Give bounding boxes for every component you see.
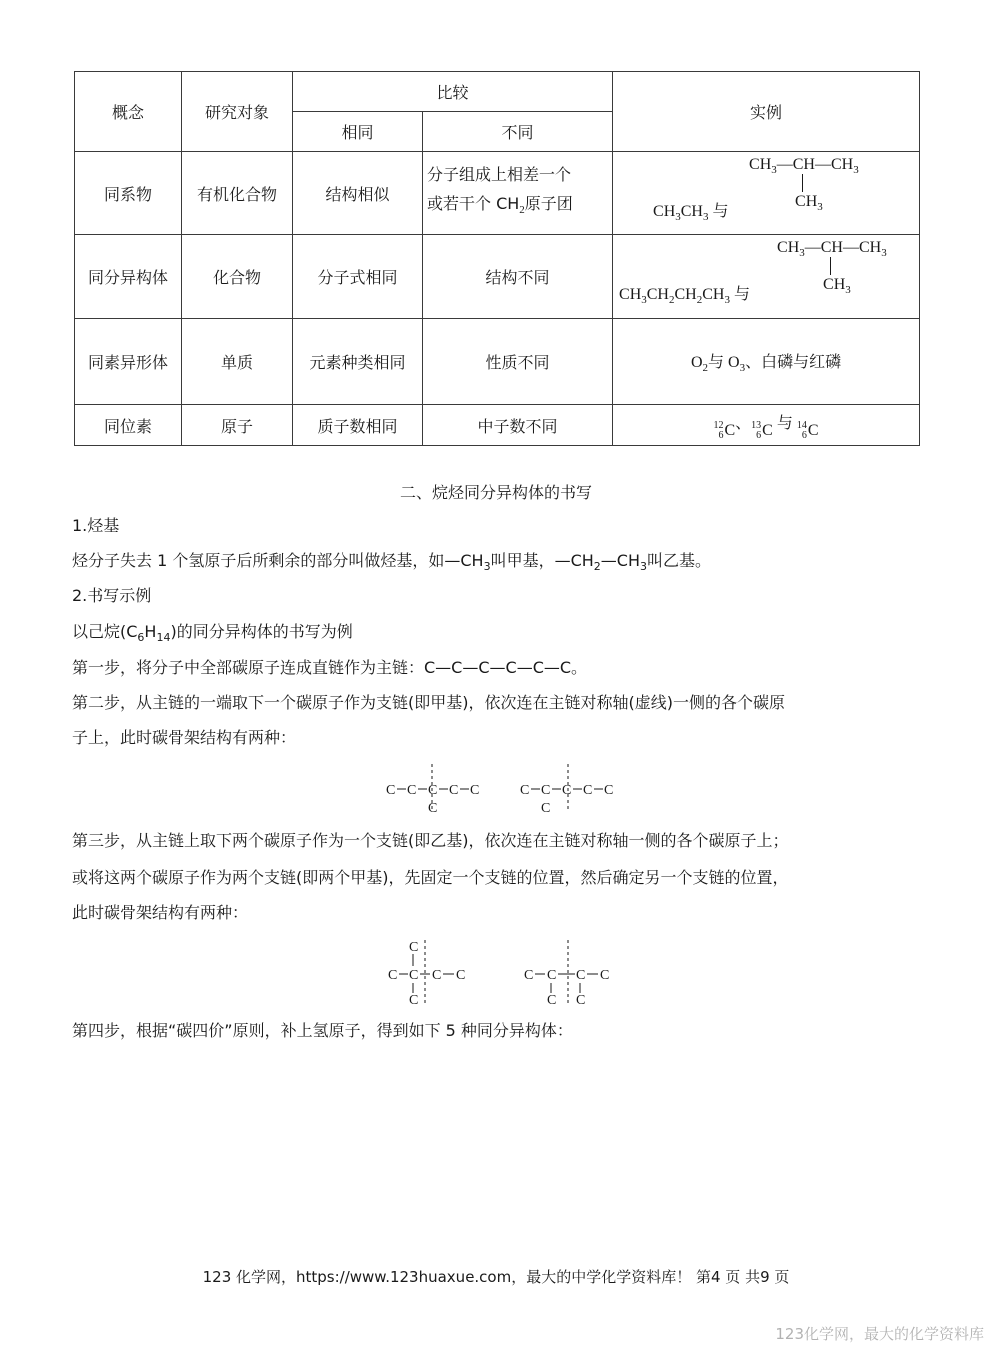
row-example: $O_2$与 $O_3$、白磷与红磷 [613, 319, 920, 405]
row-object: 单质 [182, 319, 293, 405]
watermark: 123化学网，最大的化学资料库 [775, 1325, 984, 1343]
comparison-table [74, 71, 920, 446]
atom: C [547, 968, 557, 983]
row-object: 有机化合物 [182, 152, 293, 235]
atom: C [604, 783, 614, 798]
row-concept: 同位素 [75, 405, 182, 446]
atom: C [541, 801, 551, 816]
atom: C [449, 783, 459, 798]
heading-example: 2.书写示例 [72, 586, 152, 605]
row-same: 质子数相同 [293, 405, 423, 446]
atom: C [409, 968, 419, 983]
step-2-line1: 第二步，从主链的一端取下一个碳原子作为支链(即甲基)，依次连在主链对称轴(虚线)一侧的各个碳原 [72, 693, 785, 712]
row-concept: 同系物 [75, 152, 182, 235]
header-object: 研究对象 [182, 72, 293, 152]
table-row [75, 235, 920, 319]
branch-bond [802, 174, 803, 192]
atom: C [520, 783, 530, 798]
row-object: 原子 [182, 405, 293, 446]
isotope-symbol: 12 6 C [713, 419, 736, 441]
atom: C [388, 968, 398, 983]
paragraph-hydrocarbyl: 烃分子失去 1 个氢原子后所剩余的部分叫做烃基，如$—CH_3$叫甲基，$—CH_2—CH_3$叫乙基。 [72, 551, 711, 574]
atom: C [428, 801, 438, 816]
header-same: 相同 [293, 112, 423, 152]
step-3-line2: 或将这两个碳原子作为两个支链(即两个甲基)，先固定一个支链的位置，然后确定另一个支链的位置， [72, 868, 789, 887]
isotope-symbol: 13 6 C [751, 419, 773, 441]
header-compare: 比较 [293, 72, 613, 112]
isotope-symbol: 14 6 C [796, 419, 819, 441]
example-isobutane-main: $CH_3—CH—CH_3$ [749, 156, 859, 177]
row-concept: 同素异形体 [75, 319, 182, 405]
atom: C [583, 783, 593, 798]
step-4: 第四步，根据“碳四价”原则，补上氢原子，得到如下 5 种同分异构体： [72, 1021, 573, 1040]
diff-line1: 分子组成上相差一个 [427, 165, 572, 185]
page-footer: 123 化学网，https://www.123huaxue.com，最大的中学化学资料库！ 第4 页 共9 页 [202, 1268, 790, 1286]
example-isobutane-branch: $CH_3$ [823, 276, 851, 297]
skeleton-2,3-dimethylbutane [518, 936, 638, 1008]
step-2-line2: 子上，此时碳骨架结构有两种： [72, 728, 297, 747]
branch-bond [830, 257, 831, 275]
table-row [75, 152, 920, 235]
table-row [75, 405, 920, 446]
atom: C [386, 783, 396, 798]
diff-line2: 或若干个 $CH_2$原子团 [427, 194, 573, 217]
example-ethane: $CH_3CH_3$ 与 [653, 203, 729, 224]
row-same: 分子式相同 [293, 235, 423, 319]
row-same: 元素种类相同 [293, 319, 423, 405]
atom: C [470, 783, 480, 798]
atom: C [428, 783, 438, 798]
header-different: 不同 [423, 112, 613, 152]
atom: C [576, 993, 586, 1008]
row-example [613, 152, 920, 235]
row-diff: 性质不同 [423, 319, 613, 405]
row-diff: 结构不同 [423, 235, 613, 319]
atom: C [600, 968, 610, 983]
step-3-line3: 此时碳骨架结构有两种： [72, 903, 249, 922]
step-1: 第一步，将分子中全部碳原子连成直链作为主链：C—C—C—C—C—C。 [72, 658, 588, 677]
table-row [75, 319, 920, 405]
skeleton-2-methylpentane [380, 764, 500, 816]
header-concept: 概念 [75, 72, 182, 152]
row-example [613, 235, 920, 319]
row-diff [423, 152, 613, 235]
row-same: 结构相似 [293, 152, 423, 235]
atom: C [576, 968, 586, 983]
header-example: 实例 [613, 72, 920, 152]
atom: C [524, 968, 534, 983]
example-isobutane-branch: $CH_3$ [795, 193, 823, 214]
atom: C [562, 783, 572, 798]
example-butane: $CH_3CH_2CH_2CH_3$ 与 [619, 286, 750, 307]
atom: C [456, 968, 466, 983]
paragraph-hexane-intro: 以己烷$(C_6H_{14})$的同分异构体的书写为例 [72, 622, 353, 645]
atom: C [547, 993, 557, 1008]
row-concept: 同分异构体 [75, 235, 182, 319]
section-title: 二、烷烃同分异构体的书写 [399, 483, 592, 502]
row-diff: 中子数不同 [423, 405, 613, 446]
skeleton-2,2-dimethylbutane [380, 936, 500, 1008]
atom: C [407, 783, 417, 798]
row-object: 化合物 [182, 235, 293, 319]
heading-hydrocarbyl: 1.烃基 [72, 516, 120, 535]
example-isobutane-main: $CH_3—CH—CH_3$ [777, 239, 887, 260]
atom: C [432, 968, 442, 983]
atom: C [409, 940, 419, 955]
atom: C [409, 993, 419, 1008]
row-example: 12 6 C、 13 6 C 与 14 6 C [613, 405, 920, 446]
step-3-line1: 第三步，从主链上取下两个碳原子作为一个支链(即乙基)，依次连在主链对称轴一侧的各个碳原子上； [72, 831, 789, 850]
atom: C [541, 783, 551, 798]
skeleton-3-methylpentane [514, 764, 634, 816]
